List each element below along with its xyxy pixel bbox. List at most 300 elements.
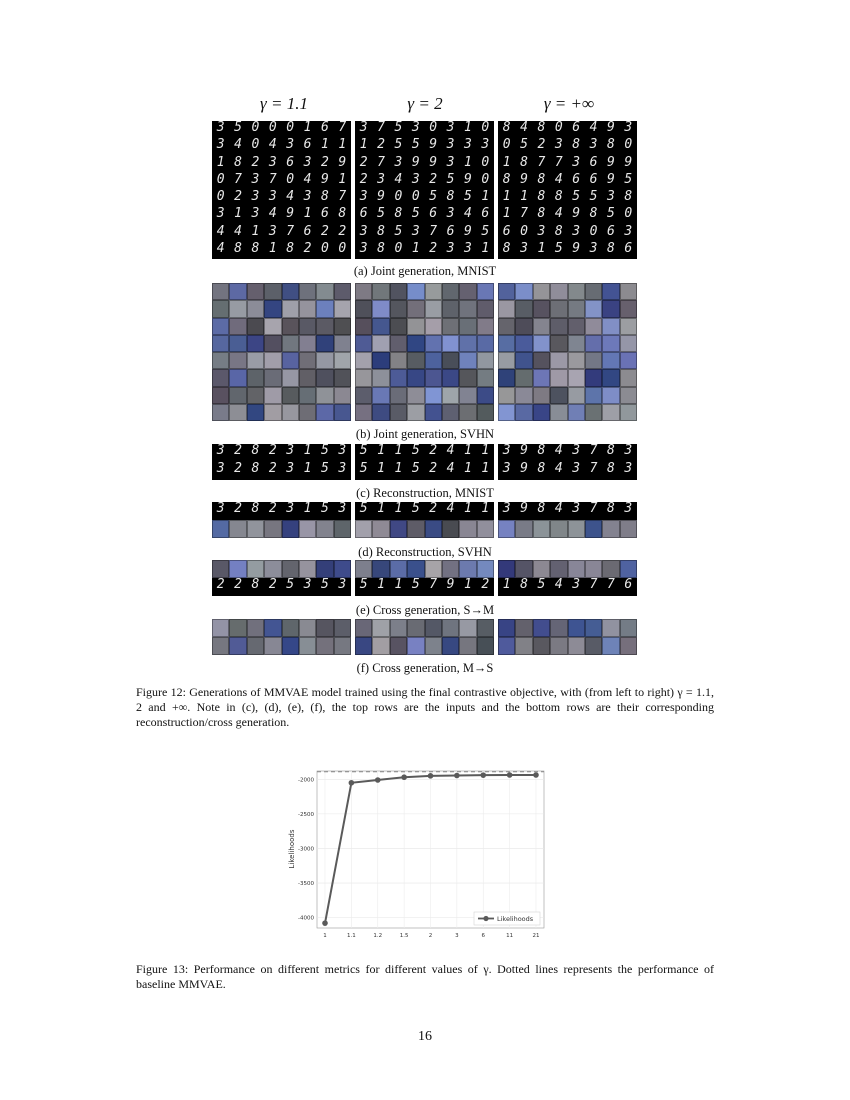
mnist-digit-cell: 3 (359, 121, 368, 135)
x-tick-label: 1 (323, 933, 327, 939)
svhn-image-cell (620, 637, 637, 655)
svhn-image-cell (334, 560, 351, 578)
mnist-digit-cell: 2 (537, 138, 546, 153)
svhn-image-cell (533, 619, 550, 637)
svhn-image-cell (282, 404, 299, 421)
mnist-digit-cell: 5 (589, 190, 598, 204)
svhn-image-cell (264, 387, 281, 404)
svhn-image-cell (477, 404, 494, 421)
mnist-digit-cell: 8 (520, 578, 528, 592)
svhn-image-cell (355, 318, 372, 335)
svhn-image-cell (533, 352, 550, 369)
mnist-digit-cell: 0 (338, 241, 347, 256)
svhn-image-cell (442, 619, 459, 637)
x-tick-label: 1.2 (373, 933, 383, 939)
svhn-image-cell (264, 283, 281, 300)
mnist-digit-cell: 6 (429, 207, 438, 222)
mnist-digit-cell: 3 (216, 444, 225, 458)
svhn-image-cell (568, 387, 585, 404)
svhn-image-cell (620, 335, 637, 352)
svhn-image-cell (550, 560, 567, 578)
svhn-image-cell (372, 300, 389, 317)
mnist-digit-cell: 8 (338, 207, 347, 222)
svhn-image-cell (550, 637, 567, 655)
mnist-digit-cell: 5 (321, 444, 329, 458)
mnist-digit-cell: 3 (411, 172, 420, 187)
svhn-image-cell (602, 619, 619, 637)
mnist-digit-cell: 4 (446, 444, 455, 458)
svhn-image-cell (247, 300, 264, 317)
mnist-digit-cell: 8 (520, 155, 528, 170)
subcaption-a: (a) Joint generation, MNIST (353, 264, 497, 278)
svhn-image-cell (247, 387, 264, 404)
mnist-digit-cell: 4 (216, 224, 225, 239)
svhn-image-cell (498, 619, 515, 637)
mnist-digit-cell: 3 (338, 502, 347, 516)
svhn-image-cell (515, 560, 532, 578)
mnist-digit-cell: 3 (359, 190, 368, 204)
cross-ms-strip-3 (498, 619, 637, 655)
svhn-image-cell (334, 637, 351, 655)
mnist-digit-cell: 3 (502, 444, 511, 458)
x-tick-label: 1.1 (347, 933, 356, 939)
svhn-image-cell (282, 520, 299, 538)
mnist-digit-cell: 3 (216, 207, 225, 222)
svhn-image-cell (247, 352, 264, 369)
figure-13-caption: Figure 13: Performance on different metrics for different values of γ. Dotted lines represents the performance of baseline MMVAE. (136, 962, 714, 991)
svhn-image-cell (568, 335, 585, 352)
mnist-digit-cell: 0 (520, 224, 528, 239)
likelihood-chart (280, 764, 550, 944)
mnist-digit-cell: 7 (338, 190, 347, 204)
svhn-image-cell (334, 352, 351, 369)
mnist-digit-cell: 5 (481, 224, 490, 239)
page-number: 16 (418, 1029, 432, 1044)
svhn-image-cell (459, 335, 476, 352)
svhn-image-cell (585, 520, 602, 538)
svhn-image-cell (299, 369, 316, 386)
svhn-image-cell (299, 520, 316, 538)
mnist-digit-cell: 3 (286, 444, 295, 458)
svhn-image-cell (229, 404, 246, 421)
svhn-image-cell (550, 352, 567, 369)
svhn-image-cell (316, 300, 333, 317)
mnist-digit-cell: 8 (502, 241, 511, 256)
svhn-image-cell (316, 387, 333, 404)
svhn-image-cell (620, 318, 637, 335)
mnist-digit-cell: 8 (537, 502, 546, 516)
mnist-digit-cell: 3 (572, 462, 581, 476)
svhn-image-cell (442, 318, 459, 335)
mnist-digit-cell: 8 (607, 444, 615, 458)
svhn-image-cell (620, 520, 637, 538)
svhn-image-cell (407, 520, 424, 538)
svhn-image-cell (334, 520, 351, 538)
mnist-joint-panel-2 (355, 121, 494, 259)
mnist-digit-cell: 3 (446, 155, 455, 170)
mnist-digit-cell: 1 (464, 462, 472, 476)
mnist-digit-cell: 5 (411, 502, 420, 516)
svhn-image-cell (316, 352, 333, 369)
mnist-digit-cell: 0 (394, 190, 403, 204)
svhn-image-cell (212, 283, 229, 300)
mnist-digit-cell: 9 (520, 444, 528, 458)
svhn-image-cell (477, 387, 494, 404)
svhn-image-cell (425, 318, 442, 335)
mnist-digit-cell: 8 (537, 207, 546, 222)
mnist-digit-cell: 5 (234, 121, 242, 135)
svhn-image-cell (316, 619, 333, 637)
mnist-digit-cell: 3 (286, 462, 295, 476)
recon-mnist-panel-2 (355, 444, 494, 480)
svhn-image-cell (533, 560, 550, 578)
svhn-image-cell (299, 283, 316, 300)
svhn-image-cell (602, 637, 619, 655)
mnist-digit-cell: 3 (537, 224, 546, 239)
recon-mnist-strip-3 (498, 444, 637, 480)
svhn-image-cell (229, 335, 246, 352)
svhn-image-cell (390, 387, 407, 404)
svhn-image-cell (316, 637, 333, 655)
svhn-image-cell (585, 637, 602, 655)
mnist-digit-cell: 5 (286, 578, 295, 592)
mnist-digit-cell: 2 (338, 224, 347, 239)
mnist-digit-cell: 4 (554, 444, 563, 458)
svhn-image-cell (212, 318, 229, 335)
svhn-joint-panel-3 (498, 283, 637, 421)
svhn-image-cell (299, 637, 316, 655)
mnist-digit-cell: 8 (502, 172, 511, 187)
mnist-digit-cell: 7 (429, 578, 438, 592)
mnist-digit-cell: 0 (286, 172, 295, 187)
recon-mnist-panel-1 (212, 444, 351, 480)
mnist-digit-cell: 6 (481, 207, 490, 222)
svhn-image-cell (390, 560, 407, 578)
mnist-digit-cell: 2 (268, 578, 277, 592)
y-tick-label: -3000 (298, 846, 314, 853)
svhn-image-cell (264, 520, 281, 538)
mnist-digit-cell: 2 (377, 138, 385, 153)
mnist-digit-cell: 4 (268, 207, 277, 222)
svhn-image-cell (425, 619, 442, 637)
mnist-digit-cell: 8 (251, 241, 260, 256)
mnist-digit-cell: 0 (502, 138, 511, 153)
svhn-joint-grid-2 (355, 283, 494, 421)
svhn-image-cell (477, 352, 494, 369)
svhn-image-cell (442, 404, 459, 421)
svhn-image-cell (372, 369, 389, 386)
mnist-digit-cell: 1 (303, 121, 312, 135)
svhn-image-cell (620, 404, 637, 421)
svhn-image-cell (585, 335, 602, 352)
mnist-joint-panel-3 (498, 121, 637, 259)
svhn-image-cell (515, 637, 532, 655)
mnist-digit-cell: 3 (303, 578, 312, 592)
mnist-digit-cell: 3 (624, 462, 633, 476)
svhn-image-cell (355, 560, 372, 578)
mnist-digit-cell: 5 (411, 578, 420, 592)
svhn-image-cell (568, 560, 585, 578)
mnist-digit-cell: 7 (554, 155, 563, 170)
svhn-image-cell (585, 560, 602, 578)
mnist-digit-cell: 9 (446, 578, 455, 592)
svhn-image-cell (585, 369, 602, 386)
mnist-digit-cell: 1 (481, 190, 490, 204)
mnist-digit-cell: 2 (251, 155, 260, 170)
mnist-digit-cell: 4 (446, 502, 455, 516)
mnist-digit-cell: 8 (624, 190, 633, 204)
svhn-image-cell (477, 283, 494, 300)
mnist-digit-cell: 9 (520, 462, 528, 476)
svhn-image-cell (372, 352, 389, 369)
x-tick-label: 2 (428, 933, 433, 939)
mnist-digit-cell: 9 (624, 155, 633, 170)
data-point (533, 772, 539, 778)
svhn-image-cell (620, 352, 637, 369)
mnist-digit-cell: 3 (303, 155, 312, 170)
data-point (507, 772, 513, 778)
subcaption-f: (f) Cross generation, M→S (356, 661, 494, 675)
svhn-image-cell (316, 520, 333, 538)
svhn-image-cell (568, 283, 585, 300)
svhn-image-cell (407, 283, 424, 300)
svhn-image-cell (568, 404, 585, 421)
mnist-digit-cell: 1 (303, 502, 312, 516)
mnist-digit-cell: 8 (251, 444, 260, 458)
svhn-image-cell (229, 283, 246, 300)
cross-sm-strip-3 (498, 560, 637, 596)
svhn-image-cell (533, 404, 550, 421)
mnist-digit-cell: 3 (502, 502, 511, 516)
svhn-image-cell (264, 318, 281, 335)
data-point (428, 773, 434, 779)
mnist-digit-cell: 5 (429, 190, 438, 204)
mnist-digit-cell: 1 (464, 502, 472, 516)
mnist-digit-cell: 6 (286, 155, 295, 170)
mnist-digit-cell: 3 (251, 190, 260, 204)
svhn-image-cell (585, 300, 602, 317)
mnist-digit-cell: 3 (624, 224, 633, 239)
svhn-image-cell (372, 387, 389, 404)
svhn-image-cell (407, 387, 424, 404)
y-tick-label: -4000 (298, 915, 314, 922)
subcaption-c: (c) Reconstruction, MNIST (356, 486, 494, 500)
mnist-digit-cell: 5 (359, 444, 368, 458)
recon-mnist-strip-1 (212, 444, 351, 480)
mnist-digit-cell: 1 (464, 444, 472, 458)
svhn-image-cell (229, 560, 246, 578)
svhn-image-cell (515, 335, 532, 352)
mnist-digit-cell: 9 (520, 172, 528, 187)
x-tick-label: 21 (532, 933, 540, 939)
mnist-digit-cell: 5 (607, 207, 615, 222)
mnist-digit-cell: 1 (481, 241, 490, 256)
cross-ms-panel-1 (212, 619, 351, 655)
mnist-digit-cell: 5 (394, 224, 403, 239)
mnist-digit-cell: 7 (377, 121, 385, 135)
svhn-image-cell (477, 560, 494, 578)
mnist-digit-cell: 1 (411, 241, 420, 256)
data-point (401, 774, 407, 780)
mnist-digit-cell: 3 (268, 224, 277, 239)
svhn-image-cell (425, 352, 442, 369)
svhn-image-cell (316, 283, 333, 300)
svhn-image-cell (533, 318, 550, 335)
mnist-digit-cell: 8 (607, 138, 615, 153)
figure-12-caption: Figure 12: Generations of MMVAE model trained using the final contrastive objective, with (from left to right) γ = 1.1, 2 and +∞. Note in (c), (d), (e), (f), the top rows are the inputs and the bottom rows are their corresponding reconstruction/cross generation. (136, 685, 714, 729)
mnist-digit-cell: 9 (572, 241, 581, 256)
svhn-image-cell (442, 283, 459, 300)
svhn-image-cell (459, 369, 476, 386)
svhn-image-cell (459, 404, 476, 421)
mnist-digit-cell: 9 (607, 155, 615, 170)
svhn-image-cell (229, 318, 246, 335)
svhn-image-cell (390, 300, 407, 317)
svhn-image-cell (477, 369, 494, 386)
svhn-image-cell (515, 619, 532, 637)
mnist-digit-cell: 2 (234, 444, 242, 458)
mnist-digit-cell: 5 (359, 578, 368, 592)
mnist-digit-cell: 9 (607, 121, 615, 135)
svhn-image-cell (515, 404, 532, 421)
svhn-image-cell (477, 300, 494, 317)
svhn-image-cell (568, 318, 585, 335)
svhn-image-cell (407, 637, 424, 655)
mnist-digit-cell: 2 (359, 172, 368, 187)
mnist-digit-cell: 3 (520, 241, 528, 256)
svhn-image-cell (247, 560, 264, 578)
mnist-digit-cell: 8 (537, 121, 546, 135)
mnist-digit-cell: 5 (359, 502, 368, 516)
recon-svhn-strip-2 (355, 502, 494, 538)
svhn-image-cell (477, 619, 494, 637)
svhn-image-cell (247, 619, 264, 637)
svhn-image-cell (264, 560, 281, 578)
x-tick-label: 1.5 (399, 933, 409, 939)
svhn-image-cell (372, 283, 389, 300)
svhn-image-cell (550, 283, 567, 300)
svhn-image-cell (355, 300, 372, 317)
mnist-digit-cell: 1 (394, 462, 403, 476)
svhn-image-cell (459, 637, 476, 655)
mnist-digit-cell: 4 (216, 241, 225, 256)
mnist-digit-cell: 2 (429, 502, 438, 516)
mnist-digit-cell: 9 (429, 155, 438, 170)
svhn-image-cell (533, 283, 550, 300)
mnist-digit-cell: 2 (303, 241, 312, 256)
mnist-digit-cell: 8 (554, 224, 563, 239)
svhn-image-cell (620, 387, 637, 404)
mnist-digit-cell: 3 (572, 502, 581, 516)
mnist-digit-cell: 3 (216, 121, 225, 135)
mnist-digit-cell: 3 (359, 241, 368, 256)
mnist-digit-cell: 3 (446, 121, 455, 135)
mnist-digit-cell: 1 (502, 190, 511, 204)
svhn-image-cell (459, 283, 476, 300)
mnist-digit-cell: 0 (321, 241, 329, 256)
svhn-image-cell (264, 619, 281, 637)
svhn-image-cell (390, 404, 407, 421)
svhn-image-cell (498, 300, 515, 317)
mnist-digit-cell: 3 (359, 224, 368, 239)
svhn-image-cell (372, 560, 389, 578)
svhn-image-cell (229, 520, 246, 538)
mnist-digit-cell: 8 (607, 462, 615, 476)
mnist-digit-cell: 9 (286, 207, 295, 222)
mnist-digit-cell: 6 (589, 172, 598, 187)
mnist-digit-cell: 8 (537, 462, 546, 476)
svhn-image-cell (212, 369, 229, 386)
svhn-image-cell (602, 318, 619, 335)
mnist-digit-cell: 5 (554, 241, 563, 256)
mnist-digit-cell: 0 (624, 138, 633, 153)
mnist-digit-cell: 8 (607, 502, 615, 516)
svhn-image-cell (442, 369, 459, 386)
svhn-image-cell (585, 283, 602, 300)
mnist-digit-cell: 4 (234, 138, 242, 153)
svhn-image-cell (212, 335, 229, 352)
mnist-digit-cell: 3 (554, 138, 563, 153)
recon-mnist-strip-2 (355, 444, 494, 480)
svhn-image-cell (498, 352, 515, 369)
svhn-image-cell (264, 637, 281, 655)
mnist-digit-cell: 4 (234, 224, 242, 239)
svhn-image-cell (229, 369, 246, 386)
svhn-image-cell (498, 283, 515, 300)
svhn-image-cell (459, 352, 476, 369)
svhn-image-cell (620, 619, 637, 637)
mnist-digit-cell: 7 (377, 155, 385, 170)
svhn-image-cell (299, 387, 316, 404)
mnist-digit-cell: 5 (411, 207, 420, 222)
mnist-digit-cell: 1 (321, 138, 329, 153)
svhn-image-cell (568, 369, 585, 386)
svhn-image-cell (372, 404, 389, 421)
mnist-digit-cell: 1 (502, 155, 511, 170)
cross-ms-strip-1 (212, 619, 351, 655)
mnist-digit-cell: 4 (446, 462, 455, 476)
svhn-image-cell (229, 387, 246, 404)
mnist-digit-cell: 1 (502, 578, 511, 592)
svhn-image-cell (407, 300, 424, 317)
svhn-image-cell (355, 619, 372, 637)
svhn-image-cell (334, 369, 351, 386)
svhn-image-cell (229, 300, 246, 317)
svhn-image-cell (229, 637, 246, 655)
svhn-image-cell (247, 637, 264, 655)
svhn-image-cell (212, 352, 229, 369)
mnist-digit-cell: 9 (520, 502, 528, 516)
mnist-digit-cell: 3 (589, 138, 598, 153)
mnist-digit-cell: 5 (520, 138, 528, 153)
mnist-digit-cell: 1 (520, 190, 528, 204)
mnist-digit-cell: 1 (464, 155, 472, 170)
svhn-image-cell (602, 283, 619, 300)
svhn-image-cell (372, 335, 389, 352)
svhn-image-cell (407, 619, 424, 637)
mnist-digit-cell: 3 (338, 462, 347, 476)
gamma-header-2: γ = 2 (407, 94, 443, 113)
cross-sm-strip-1 (212, 560, 351, 596)
mnist-digit-cell: 1 (537, 241, 546, 256)
mnist-digit-cell: 3 (624, 444, 633, 458)
mnist-digit-cell: 1 (268, 241, 277, 256)
svhn-image-cell (498, 637, 515, 655)
mnist-digit-cell: 0 (286, 121, 295, 135)
svhn-image-cell (264, 300, 281, 317)
mnist-digit-cell: 9 (572, 207, 581, 222)
svhn-image-cell (212, 300, 229, 317)
